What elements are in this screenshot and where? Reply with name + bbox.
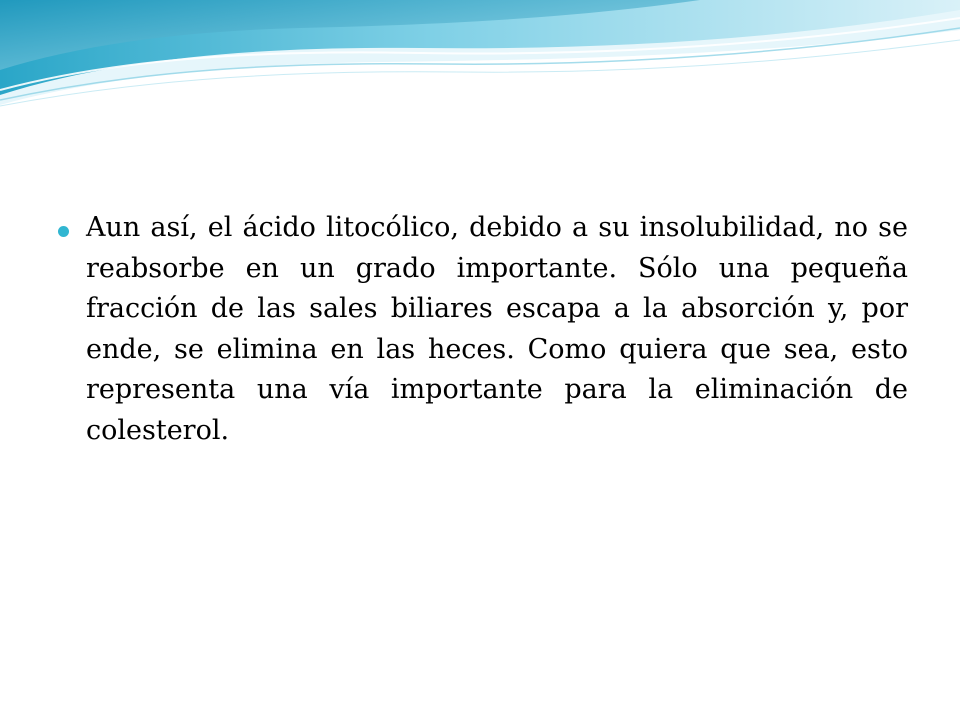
- bullet-text: Aun así, el ácido litocólico, debido a su insolubilidad, no se reabsorbe en un grado importante. Sólo una pequeña fracción de las sales biliares escapa a la absorción y, por ende, se elimina en las heces. Como quiera que sea, esto representa una vía importante para la eliminación de colesterol.: [86, 212, 908, 446]
- bullet-item: [58, 208, 908, 451]
- content-area: [58, 208, 908, 451]
- decorative-wave-header: [0, 0, 960, 120]
- bullet-dot-icon: [58, 226, 69, 237]
